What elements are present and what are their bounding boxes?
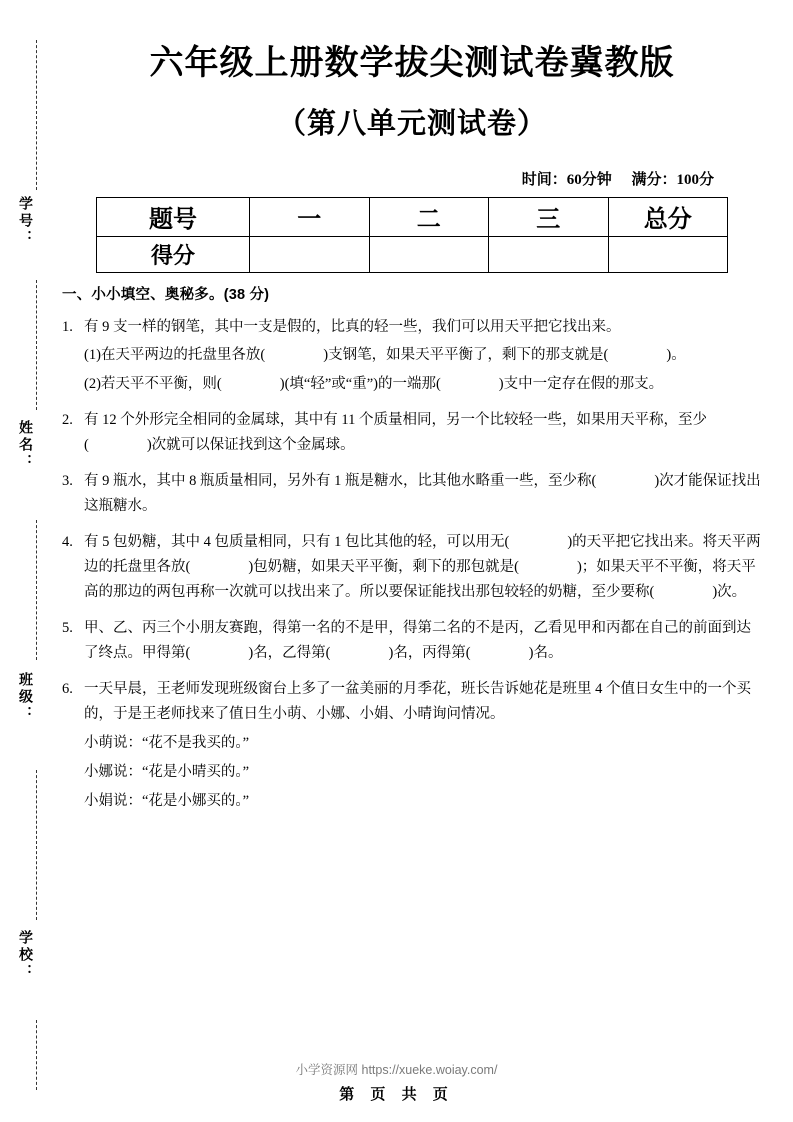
question-4 xyxy=(62,530,762,605)
exam-page xyxy=(62,0,762,1122)
score-cell-total[interactable] xyxy=(608,236,728,272)
left-margin-rail xyxy=(0,0,52,1122)
margin-dashed-line xyxy=(36,40,37,190)
section-heading-1: 一、小小填空、奥秘多。(38 分) xyxy=(62,286,270,303)
question-body xyxy=(84,677,762,814)
score-table-row-label: 得分 xyxy=(97,236,250,272)
question-6 xyxy=(62,677,762,814)
score-table-header-0: 题号 xyxy=(97,197,250,236)
page-subtitle: （第八单元测试卷） xyxy=(276,107,547,140)
question-1 xyxy=(62,315,762,398)
question-text-line: 一天早晨，王老师发现班级窗台上多了一盆美丽的月季花，班长告诉她花是班里 4 个值日女生中的一个买的，于是王老师找来了值日生小萌、小娜、小娟、小晴询问情况。 xyxy=(84,680,751,722)
page-title: 六年级上册数学拔尖测试卷冀教版 xyxy=(149,44,675,82)
score-table-header-1: 一 xyxy=(250,197,370,236)
score-cell-3[interactable] xyxy=(489,236,609,272)
exam-meta xyxy=(62,168,762,189)
margin-label-school: 学校： xyxy=(17,930,32,981)
score-table-header-4: 总分 xyxy=(608,197,728,236)
question-number: 1. xyxy=(62,318,73,335)
question-body xyxy=(84,408,762,458)
table-row xyxy=(97,236,728,272)
score-table xyxy=(96,197,728,273)
question-text-line: (2)若天平不平衡，则( )(填“轻”或“重”)的一端那( )支中一定存在假的那支。 xyxy=(84,376,664,393)
question-body xyxy=(84,530,762,605)
score-cell-1[interactable] xyxy=(250,236,370,272)
question-5 xyxy=(62,616,762,666)
footer-source: 小学资源网 https://xueke.woiay.com/ xyxy=(295,1063,498,1077)
question-body xyxy=(84,315,762,398)
question-text-line: 甲、乙、丙三个小朋友赛跑，得第一名的不是甲，得第二名的不是丙，乙看见甲和丙都在自己的前面到达了终点。甲得第( )名，乙得第( )名，丙得第( )名。 xyxy=(84,619,751,661)
margin-dashed-line xyxy=(36,1020,37,1090)
question-quote-line: 小娜说：“花是小晴买的。” xyxy=(84,763,250,780)
question-number: 2. xyxy=(62,412,73,429)
question-quote-line: 小萌说：“花不是我买的。” xyxy=(84,734,250,751)
question-body xyxy=(84,616,762,666)
question-number: 6. xyxy=(62,680,73,697)
question-number: 5. xyxy=(62,619,73,636)
score-cell-2[interactable] xyxy=(369,236,489,272)
question-list xyxy=(62,315,762,814)
question-number: 3. xyxy=(62,473,73,490)
score-table-header-2: 二 xyxy=(369,197,489,236)
score-table-header-3: 三 xyxy=(489,197,609,236)
margin-label-class: 班级： xyxy=(17,672,32,723)
question-number: 4. xyxy=(62,534,73,551)
margin-label-name: 姓名： xyxy=(17,420,32,471)
question-text-line: 有 9 支一样的钢笔，其中一支是假的，比真的轻一些，我们可以用天平把它找出来。 xyxy=(84,318,621,335)
question-2 xyxy=(62,408,762,458)
question-text-line: 有 9 瓶水，其中 8 瓶质量相同，另外有 1 瓶是糖水，比其他水略重一些，至少称( )次才能保证找出这瓶糖水。 xyxy=(84,473,761,515)
exam-duration: 时间：60分钟 xyxy=(521,171,612,188)
question-text-line: 有 5 包奶糖，其中 4 包质量相同，只有 1 包比其他的轻，可以用无( )的天平把它找出来。将天平两边的托盘里各放( )包奶糖，如果天平平衡，剩下的那包就是( )；如果天平不平衡，将天平高的那边的两包再称一次就可以找出来了。所以要保证能找出那包较轻的奶糖，至少要称( )次。 xyxy=(84,534,761,600)
margin-dashed-line xyxy=(36,280,37,410)
exam-total-score: 满分：100分 xyxy=(631,171,714,188)
margin-dashed-line xyxy=(36,770,37,920)
table-row-headers xyxy=(97,197,728,236)
margin-dashed-line xyxy=(36,520,37,660)
footer-page-number: 第 页 共 页 xyxy=(339,1086,454,1103)
question-text-line: (1)在天平两边的托盘里各放( )支钢笔，如果天平平衡了，剩下的那支就是( )。 xyxy=(84,347,686,364)
question-quote-line: 小娟说：“花是小娜买的。” xyxy=(84,792,250,809)
margin-label-student-id: 学号： xyxy=(17,196,32,247)
question-3 xyxy=(62,469,762,519)
question-body xyxy=(84,469,762,519)
question-text-line: 有 12 个外形完全相同的金属球，其中有 11 个质量相同，另一个比较轻一些，如果用天平称，至少( )次就可以保证找到这个金属球。 xyxy=(84,412,707,454)
